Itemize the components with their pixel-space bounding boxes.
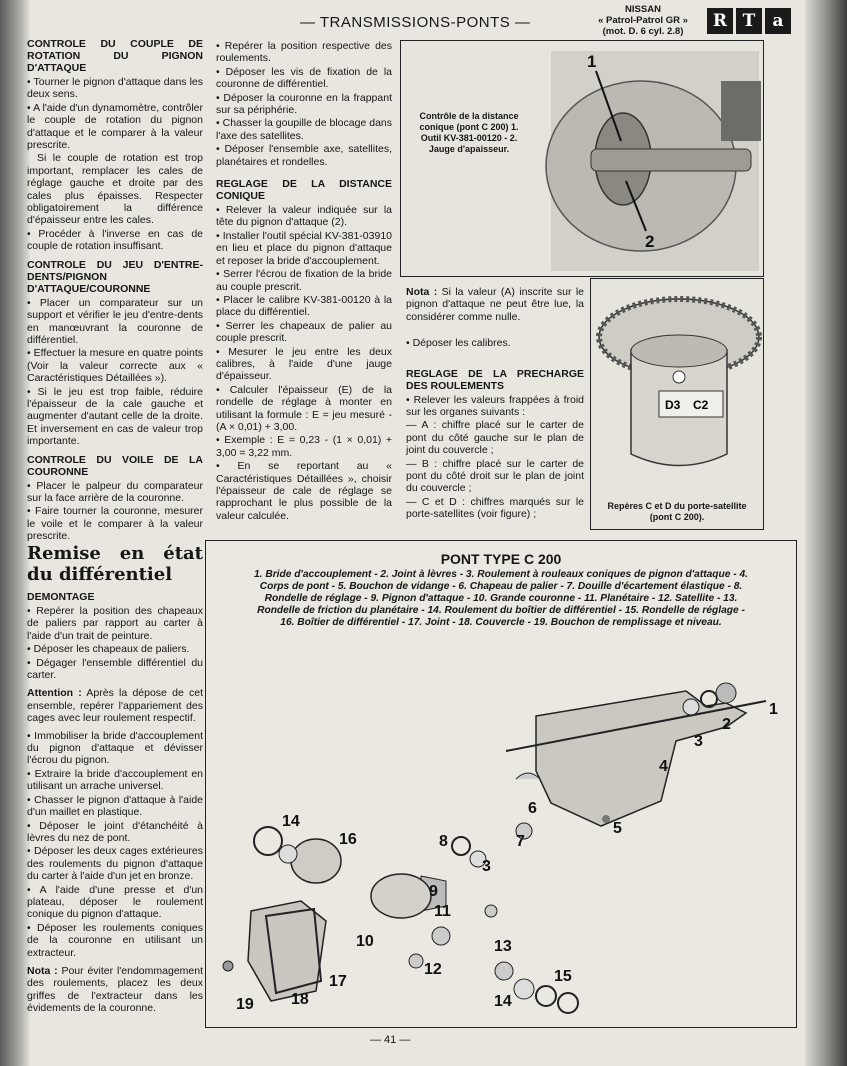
part-number-7: 7 (516, 833, 525, 850)
part-number-2: 2 (722, 716, 731, 733)
drain-plug (602, 815, 610, 823)
logo-letter: T (736, 8, 762, 34)
mark-c2: C2 (693, 398, 709, 412)
exploded-diagram (206, 541, 796, 1027)
note-text: Pour éviter l'endommagement des roulements, placez les deux griffes de l'extracteur dans les évidements de la couronne. (27, 964, 203, 1015)
differential-case (291, 839, 341, 883)
figure-carrier-drawing (591, 279, 763, 479)
case-shim-3 (558, 993, 578, 1013)
flange (716, 683, 736, 703)
lip-seal (701, 691, 717, 707)
attention-label: Attention : (27, 687, 82, 700)
paragraph: • Repérer la position respective des roulements. (216, 40, 392, 65)
left-column (27, 38, 203, 544)
panel-title: PONT TYPE C 200 (440, 551, 562, 567)
section-heading: DEMONTAGE (27, 591, 95, 603)
figure-carrier-marks (590, 278, 764, 530)
paragraph: — A : chiffre placé sur le carter de pont du côté gauche sur le plan de joint du couvercle ; (406, 419, 584, 457)
paragraph: • Relever les valeurs frappées à froid sur les organes suivants : (406, 394, 584, 419)
part-number-17: 17 (329, 973, 347, 990)
case-bearing-2 (514, 979, 534, 999)
parts-legend: 1. Bride d'accouplement - 2. Joint à lèvres - 3. Roulement à rouleaux coniques de pignon d'attaque - 4. Corps de pont - 5. Bouchon de vidange - 6. Chapeau de palier - 7. Douille d'écartement élastique - 8. Rondelle de réglage - 9. Pignon d'attaque - 10. Grande couronne - 11. Planétaire - 12. Satellite - 13. Rondelle de friction du planétaire - 14. Roulement du boîtier de différentiel - 15. Rondelle de réglage - 16. Boîtier de différentiel - 17. Joint - 18. Couvercle - 19. Bouchon de remplissage et niveau. (254, 569, 748, 628)
paragraph: • Dégager l'ensemble différentiel du carter. (27, 657, 203, 682)
paragraph: • Extraire la bride d'accouplement en utilisant un arrache universel. (27, 768, 203, 793)
attention-note (27, 687, 203, 724)
bearing-cap (516, 773, 540, 779)
paragraph: • Déposer l'ensemble axe, satellites, planétaires et rondelles. (216, 143, 392, 168)
paragraph: • Placer le calibre KV-381-00120 à la place du différentiel. (216, 294, 392, 319)
paragraph: • Déposer les vis de fixation de la couronne de différentiel. (216, 66, 392, 91)
bearing (683, 699, 699, 715)
part-number-1: 1 (769, 701, 778, 718)
middle-column (216, 40, 392, 523)
figure-label-1: 1 (587, 52, 597, 71)
figure-conical-distance (400, 40, 764, 277)
part-number-8: 8 (439, 833, 448, 850)
left-column-lower (27, 543, 203, 1016)
figure-conical-distance-drawing (401, 41, 763, 276)
section-heading: REGLAGE DE LA PRECHARGE DES ROULEMENTS (406, 367, 584, 392)
paragraph: • Immobiliser la bride d'accouplement du pignon d'attaque et dévisser l'écrou du pignon. (27, 730, 203, 767)
nota-paragraph (406, 286, 584, 323)
bolt-hole (673, 371, 685, 383)
paragraph: Si le couple de rotation est trop important, remplacer les cales de réglage gauche et droite par des cales plus épaisses. Respecter obligatoirement la différence d'épaisseur entre les cales. (27, 152, 203, 227)
paragraph: • Placer un comparateur sur un support et vérifier le jeu d'entre-dents en manœuvrant la couronne de différentiel. (27, 297, 203, 347)
logo-letter: a (765, 8, 791, 34)
case-shim (254, 827, 282, 855)
figure-label-2: 2 (645, 232, 655, 251)
paragraph: • Repérer la position des chapeaux de paliers par rapport au carter à l'aide d'un trait de peinture. (27, 605, 203, 642)
case-bearing (279, 845, 297, 863)
vehicle-brand (585, 4, 701, 37)
side-gear (432, 927, 450, 945)
part-number-11: 11 (434, 903, 451, 920)
ring-gear (371, 874, 431, 918)
housing-flange (721, 81, 761, 141)
paragraph: • En se reportant au « Caractéristiques Détaillées », choisir l'épaisseur de cale de réglage se rapprochant le plus possible de la valeur calculée. (216, 460, 392, 522)
filler-plug (223, 961, 233, 971)
paragraph: • Déposer les chapeaux de paliers. (27, 643, 203, 655)
part-number-14b: 14 (282, 813, 300, 830)
note-label: Nota : (27, 964, 58, 977)
carrier-top (631, 335, 727, 367)
rta-logo (707, 8, 791, 34)
scan-shadow-right (805, 0, 847, 1066)
scan-shadow-left (0, 0, 30, 1066)
part-number-4: 4 (659, 758, 668, 775)
paragraph: • Procéder à l'inverse en cas de couple de rotation insuffisant. (27, 228, 203, 253)
paragraph: • Si le jeu est trop faible, réduire l'épaisseur de la cale gauche et augmenter d'autant celle de la droite. Et inversement en cas de valeur trop importante. (27, 386, 203, 448)
part-number-12: 12 (424, 961, 442, 978)
paragraph: • Effectuer la mesure en quatre points (Voir la valeur correcte aux « Caractéristiques Détaillées »). (27, 347, 203, 384)
brand-line: (mot. D. 6 cyl. 2.8) (602, 26, 684, 37)
figure-caption: Repères C et D du porte-satellite (pont C 200). (607, 501, 747, 522)
tool-shaft (591, 149, 751, 171)
page-header-title: — TRANSMISSIONS-PONTS — (300, 14, 531, 31)
paragraph: • Déposer la couronne en la frappant sur sa périphérie. (216, 92, 392, 117)
nota-label: Nota : (406, 286, 438, 298)
paragraph: • Déposer le joint d'étanchéité à lèvres du nez de pont. (27, 820, 203, 845)
part-number-18: 18 (291, 991, 309, 1008)
part-number-3: 3 (694, 733, 703, 750)
part-number-15: 15 (554, 968, 572, 985)
paragraph: • A l'aide d'un dynamomètre, contrôler le couple de rotation du pignon d'attaque et le comparer à la valeur prescrite. (27, 102, 203, 152)
section-heading: REGLAGE DE LA DISTANCE CONIQUE (216, 178, 392, 203)
page-number: — 41 — (370, 1034, 411, 1046)
logo-letter: R (707, 8, 733, 34)
nota-text: Si la valeur (A) inscrite sur le pignon d'attaque ne peut être lue, la considérer comme nulle. (406, 286, 585, 323)
part-number-13: 13 (494, 938, 512, 955)
paragraph: • Déposer les roulements coniques de la couronne en utilisant un extracteur. (27, 922, 203, 959)
paragraph: • Installer l'outil spécial KV-381-03910 en lieu et place du pignon d'attaque et reposer la bride d'accouplement. (216, 230, 392, 267)
section-heading: CONTROLE DU JEU D'ENTRE-DENTS/PIGNON D'ATTAQUE/COURONNE (27, 258, 203, 295)
brand-line: NISSAN (625, 4, 661, 15)
paragraph: — B : chiffre placé sur le carter de pont du côté droit sur le plan de joint du couvercle ; (406, 457, 584, 495)
paragraph: • Serrer les chapeaux de palier au couple prescrit. (216, 320, 392, 345)
paragraph: • Chasser le pignon d'attaque à l'aide d'un maillet en plastique. (27, 794, 203, 819)
part-number-14: 14 (494, 993, 512, 1010)
part-number-3b: 3 (482, 858, 491, 875)
satellite-2 (485, 905, 497, 917)
paragraph: • Placer le palpeur du comparateur sur la face arrière de la couronne. (27, 480, 203, 505)
paragraph: • Tourner le pignon d'attaque dans les deux sens. (27, 76, 203, 101)
paragraph: • Chasser la goupille de blocage dans l'axe des satellites. (216, 117, 392, 142)
paragraph: • A l'aide d'une presse et d'un plateau, déposer le roulement conique du pignon d'attaque. (27, 884, 203, 921)
paragraph: • Déposer les calibres. (406, 337, 584, 349)
part-number-9: 9 (429, 883, 438, 900)
paragraph: • Déposer les deux cages extérieures des roulements du pignon d'attaque du carter à l'aide d'un jet en bronze. (27, 845, 203, 882)
side-gear-2 (495, 962, 513, 980)
section-heading: CONTROLE DU VOILE DE LA COURONNE (27, 453, 203, 478)
section-heading: CONTROLE DU COUPLE DE ROTATION DU PIGNON D'ATTAQUE (27, 38, 203, 74)
paragraph: • Exemple : E = 0,23 - (1 × 0,01) + 3,00 = 3,22 mm. (216, 434, 392, 459)
paragraph: — C et D : chiffres marqués sur le porte-satellites (voir figure) ; (406, 495, 584, 521)
part-number-10: 10 (356, 933, 374, 950)
case-shim-2 (536, 986, 556, 1006)
part-number-6: 6 (528, 800, 537, 817)
paragraph: • Serrer l'écrou de fixation de la bride au couple prescrit. (216, 268, 392, 293)
chapter-title: Remise en état du différentiel (27, 543, 203, 585)
paragraph: • Faire tourner la couronne, mesurer le voile et le comparer à la valeur prescrite. (27, 505, 203, 542)
part-number-5: 5 (613, 820, 622, 837)
exploded-view-panel (205, 540, 797, 1028)
note (27, 965, 203, 1015)
figure-caption: Contrôle de la distance conique (pont C 200) 1. Outil KV-381-00120 - 2. Jauge d'apaisseur. (419, 111, 519, 154)
paragraph: • Mesurer le jeu entre les deux calibres, à l'aide d'une jauge d'épaisseur. (216, 346, 392, 383)
paragraph: • Relever la valeur indiquée sur la tête du pignon d'attaque (2). (216, 204, 392, 229)
attention-text: Après la dépose de cet ensemble, repérer l'appariement des cages avec leur roulement respectif. (27, 687, 203, 725)
brand-line: « Patrol-Patrol GR » (598, 15, 688, 26)
satellite (409, 954, 423, 968)
shim (452, 837, 470, 855)
part-number-19: 19 (236, 996, 254, 1013)
right-text-block (406, 286, 584, 522)
paragraph: • Calculer l'épaisseur (E) de la rondelle de réglage à monter en utilisant la formule : E = jeu mesuré - (A × 0,01) + 3,00. (216, 384, 392, 434)
part-number-16: 16 (339, 831, 357, 848)
mark-d3: D3 (665, 398, 681, 412)
